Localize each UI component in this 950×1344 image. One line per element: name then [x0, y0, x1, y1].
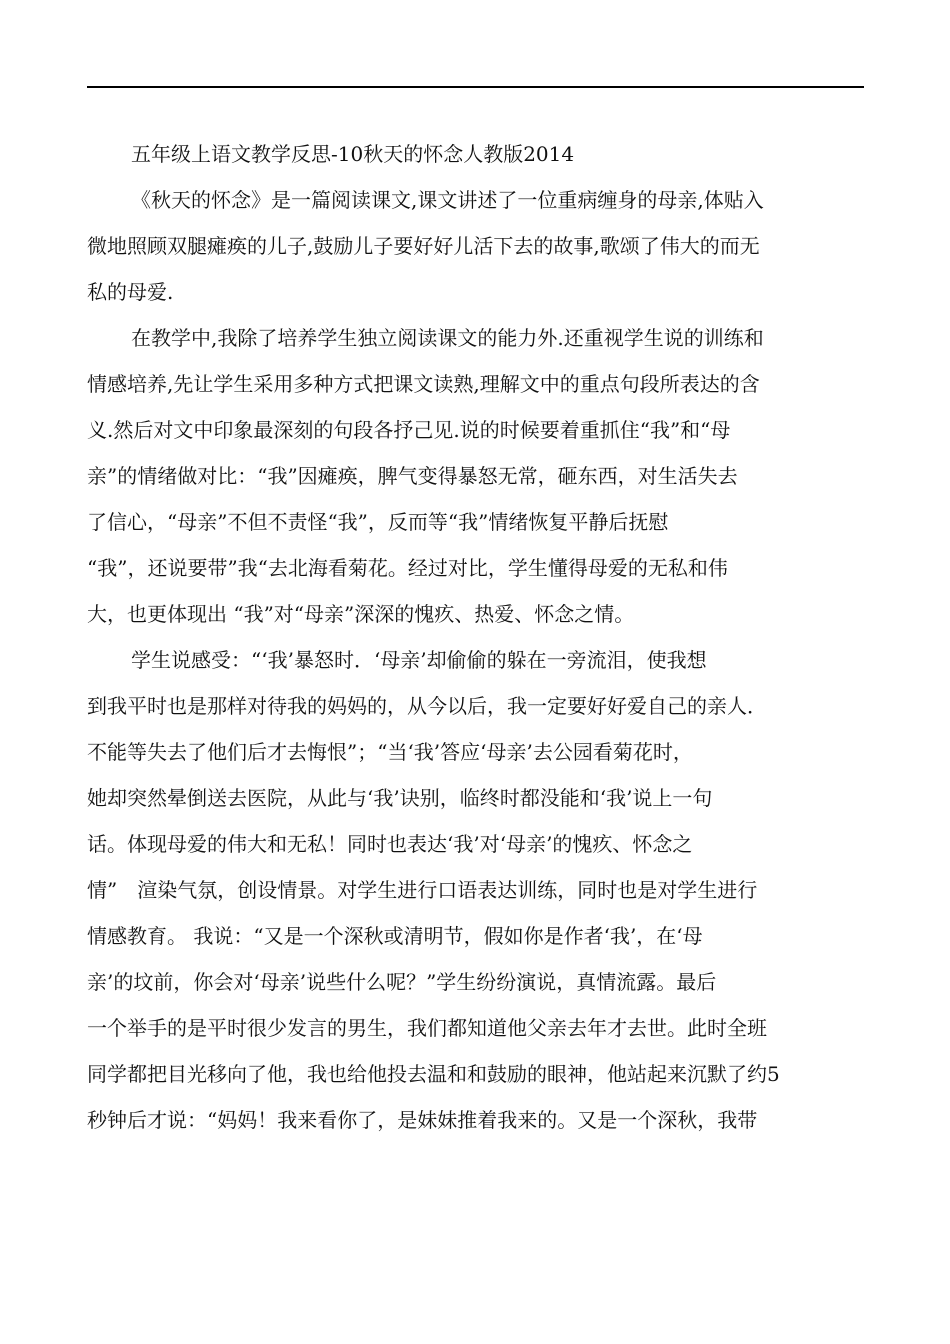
header-rule [87, 86, 864, 88]
paragraph-line: 情” 渲染气氛，创设情景。对学生进行口语表达训练，同时也是对学生进行 [87, 878, 758, 902]
paragraph-student-feelings [87, 637, 864, 1143]
document-title: 五年级上语文教学反思-10秋天的怀念人教版2014 [131, 142, 575, 166]
paragraph-line: 秒钟后才说：“妈妈！我来看你了，是妹妹推着我来的。又是一个深秋，我带 [87, 1108, 758, 1132]
paragraph-line: 义.然后对文中印象最深刻的句段各抒己见.说的时候要着重抓住“我”和“母 [87, 418, 731, 442]
paragraph-line: 情感教育。 我说：“又是一个深秋或清明节，假如你是作者‘我’，在‘母 [87, 924, 703, 948]
paragraph-line: 《秋天的怀念》是一篇阅读课文,课文讲述了一位重病缠身的母亲,体贴入 [131, 188, 764, 212]
paragraph-intro [87, 177, 864, 315]
paragraph-line: 到我平时也是那样对待我的妈妈的，从今以后，我一定要好好爱自己的亲人． [87, 694, 767, 718]
paragraph-teaching [87, 315, 864, 637]
paragraph-line: 私的母爱. [87, 280, 174, 304]
paragraph-line: 亲”的情绪做对比：“我”因瘫痪，脾气变得暴怒无常，砸东西，对生活失去 [87, 464, 738, 488]
paragraph-line: 大，也更体现出 “我”对“母亲”深深的愧疚、热爱、怀念之情。 [87, 602, 635, 626]
paragraph-line: 情感培养,先让学生采用多种方式把课文读熟,理解文中的重点句段所表达的含 [87, 372, 760, 396]
paragraph-line: 学生说感受：“‘我’暴怒时．‘母亲’却偷偷的躲在一旁流泪，使我想 [131, 648, 707, 672]
paragraph-line: 一个举手的是平时很少发言的男生，我们都知道他父亲去年才去世。此时全班 [87, 1016, 767, 1040]
paragraph-line: 她却突然晕倒送去医院，从此与‘我’诀别，临终时都没能和‘我’说上一句 [87, 786, 713, 810]
paragraph-line: 不能等失去了他们后才去悔恨”；“当‘我’答应‘母亲’去公园看菊花时， [87, 740, 693, 764]
paragraph-line: 在教学中,我除了培养学生独立阅读课文的能力外.还重视学生说的训练和 [131, 326, 764, 350]
paragraph-line: 亲’的坟前，你会对‘母亲’说些什么呢？”学生纷纷演说，真情流露。最后 [87, 970, 717, 994]
paragraph-line: 话。体现母爱的伟大和无私！同时也表达‘我’对‘母亲’的愧疚、怀念之 [87, 832, 693, 856]
paragraph-line: 微地照顾双腿瘫痪的儿子,鼓励儿子要好好儿活下去的故事,歌颂了伟大的而无 [87, 234, 760, 258]
paragraph-line: 同学都把目光移向了他，我也给他投去温和和鼓励的眼神，他站起来沉默了约5 [87, 1062, 780, 1086]
paragraph-line: 了信心，“母亲”不但不责怪“我”，反而等“我”情绪恢复平静后抚慰 [87, 510, 669, 534]
paragraph-line: “我”，还说要带”我“去北海看菊花。经过对比，学生懂得母爱的无私和伟 [87, 556, 728, 580]
document-body [87, 131, 864, 1143]
